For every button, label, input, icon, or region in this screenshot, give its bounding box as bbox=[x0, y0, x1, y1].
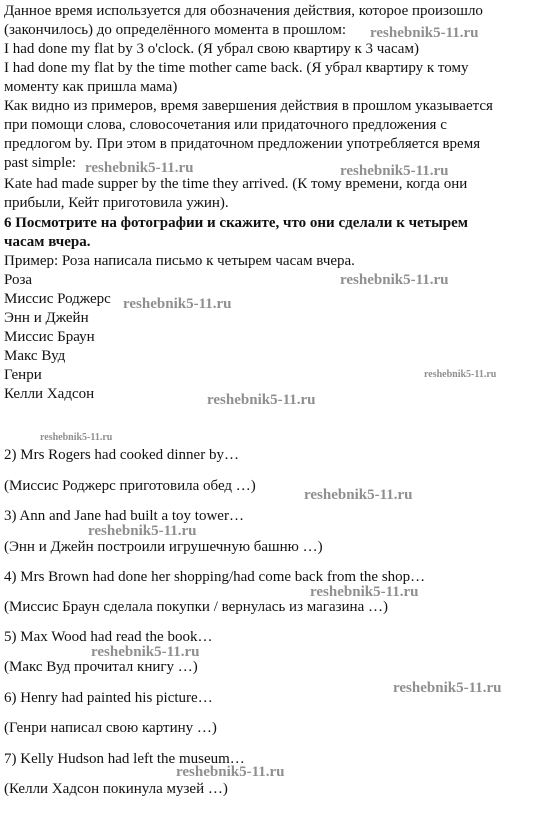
watermark: reshebnik5-11.ru bbox=[91, 644, 200, 660]
answer-ru: (Келли Хадсон покинула музей …) bbox=[4, 781, 228, 797]
intro-line: (закончилось) до определённого момента в прошлом: bbox=[4, 22, 346, 38]
answer-en: 4) Mrs Brown had done her shopping/had come back from the shop… bbox=[4, 569, 426, 585]
task-heading: часам вчера. bbox=[4, 234, 91, 250]
intro-line: при помощи слова, словосочетания или придаточного предложения с bbox=[4, 117, 447, 133]
intro-line: Kate had made supper by the time they arrived. (К тому времени, когда они bbox=[4, 176, 468, 192]
name-item: Роза bbox=[4, 272, 33, 288]
intro-line: Как видно из примеров, время завершения действия в прошлом указывается bbox=[4, 98, 493, 114]
watermark: reshebnik5-11.ru bbox=[424, 369, 497, 380]
intro-line: моменту как пришла мама) bbox=[4, 79, 178, 95]
watermark: reshebnik5-11.ru bbox=[123, 296, 232, 312]
answer-en: 7) Kelly Hudson had left the museum… bbox=[4, 751, 245, 767]
name-item: Энн и Джейн bbox=[4, 310, 89, 326]
intro-line: past simple: bbox=[4, 155, 77, 171]
intro-line: Данное время используется для обозначения действия, которое произошло bbox=[4, 3, 483, 19]
intro-line: I had done my flat by the time mother came back. (Я убрал квартиру к тому bbox=[4, 60, 469, 76]
watermark: reshebnik5-11.ru bbox=[340, 272, 449, 288]
intro-line: предлогом by. При этом в придаточном предложении употребляется время bbox=[4, 136, 481, 152]
name-item: Макс Вуд bbox=[4, 348, 66, 364]
name-item: Генри bbox=[4, 367, 42, 383]
answer-ru: (Энн и Джейн построили игрушечную башню …) bbox=[4, 539, 323, 555]
task-example: Пример: Роза написала письмо к четырем часам вчера. bbox=[4, 253, 355, 269]
answer-ru: (Миссис Роджерс приготовила обед …) bbox=[4, 478, 256, 494]
name-item: Миссис Роджерс bbox=[4, 291, 111, 307]
name-item: Миссис Браун bbox=[4, 329, 95, 345]
watermark: reshebnik5-11.ru bbox=[304, 487, 413, 503]
answer-ru: (Генри написал свою картину …) bbox=[4, 720, 217, 736]
watermark: reshebnik5-11.ru bbox=[176, 764, 285, 780]
watermark: reshebnik5-11.ru bbox=[370, 25, 479, 41]
answer-ru: (Миссис Браун сделала покупки / вернулась из магазина …) bbox=[4, 599, 388, 615]
answer-en: 6) Henry had painted his picture… bbox=[4, 690, 213, 706]
watermark: reshebnik5-11.ru bbox=[340, 163, 449, 179]
watermark: reshebnik5-11.ru bbox=[85, 160, 194, 176]
intro-line: прибыли, Кейт приготовила ужин). bbox=[4, 195, 229, 211]
watermark: reshebnik5-11.ru bbox=[40, 432, 113, 443]
watermark: reshebnik5-11.ru bbox=[310, 584, 419, 600]
watermark: reshebnik5-11.ru bbox=[393, 680, 502, 696]
answer-en: 5) Max Wood had read the book… bbox=[4, 629, 213, 645]
watermark: reshebnik5-11.ru bbox=[88, 523, 197, 539]
watermark: reshebnik5-11.ru bbox=[207, 392, 316, 408]
intro-line: I had done my flat by 3 o'clock. (Я убрал свою квартиру к 3 часам) bbox=[4, 41, 419, 57]
task-heading: 6 Посмотрите на фотографии и скажите, что они сделали к четырем bbox=[4, 215, 469, 231]
answer-en: 2) Mrs Rogers had cooked dinner by… bbox=[4, 447, 239, 463]
answer-ru: (Макс Вуд прочитал книгу …) bbox=[4, 659, 198, 675]
answer-en: 3) Ann and Jane had built a toy tower… bbox=[4, 508, 244, 524]
name-item: Келли Хадсон bbox=[4, 386, 95, 402]
